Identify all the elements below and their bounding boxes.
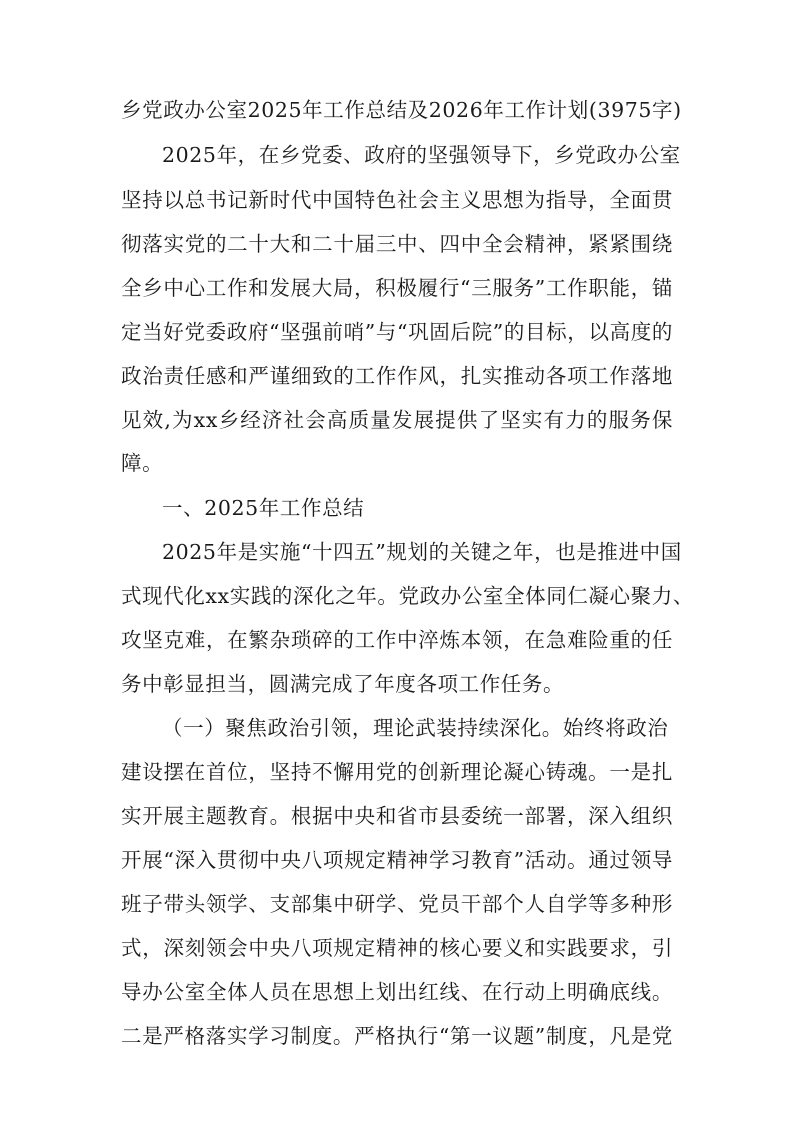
paragraph-line: 攻坚克难，在繁杂琐碎的工作中淬炼本领，在急难险重的任 [121, 628, 673, 652]
paragraph-line: 彻落实党的二十大和二十届三中、四中全会精神，紧紧围绕 [121, 232, 673, 256]
paragraph-line: 全乡中心工作和发展大局，积极履行“三服务”工作职能，锚 [121, 276, 673, 300]
paragraph-line: （一）聚焦政治引领，理论武装持续深化。始终将政治 [162, 716, 669, 740]
paragraph-line: 式，深刻领会中央八项规定精神的核心要义和实践要求，引 [121, 936, 673, 960]
paragraph-line: 定当好党委政府“坚强前哨”与“巩固后院”的目标，以高度的 [121, 320, 673, 344]
paragraph-line: 政治责任感和严谨细致的工作作风，扎实推动各项工作落地 [121, 364, 673, 388]
paragraph-line: 2025年，在乡党委、政府的坚强领导下，乡党政办公室 [162, 143, 681, 167]
paragraph-line: 建设摆在首位，坚持不懈用党的创新理论凝心铸魂。一是扎 [121, 760, 673, 784]
document-title: 乡党政办公室2025年工作总结及2026年工作计划(3975字) [121, 98, 682, 122]
paragraph-line: 2025年是实施“十四五”规划的关键之年，也是推进中国 [162, 540, 682, 564]
paragraph-line: 障。 [121, 451, 164, 475]
paragraph-line: 式现代化xx实践的深化之年。党政办公室全体同仁凝心聚力、 [121, 584, 694, 608]
paragraph-line: 务中彰显担当，圆满完成了年度各项工作任务。 [121, 672, 565, 696]
paragraph-line: 坚持以总书记新时代中国特色社会主义思想为指导，全面贯 [121, 188, 673, 212]
paragraph-line: 导办公室全体人员在思想上划出红线、在行动上明确底线。 [121, 980, 673, 1004]
paragraph-line: 二是严格落实学习制度。严格执行“第一议题”制度，凡是党 [121, 1024, 673, 1048]
paragraph-line: 见效,为xx乡经济社会高质量发展提供了坚实有力的服务保 [121, 408, 673, 432]
paragraph-line: 开展“深入贯彻中央八项规定精神学习教育”活动。通过领导 [121, 848, 673, 872]
section-heading: 一、2025年工作总结 [162, 496, 365, 520]
paragraph-line: 班子带头领学、支部集中研学、党员干部个人自学等多种形 [121, 892, 673, 916]
paragraph-line: 实开展主题教育。根据中央和省市县委统一部署，深入组织 [121, 804, 673, 828]
